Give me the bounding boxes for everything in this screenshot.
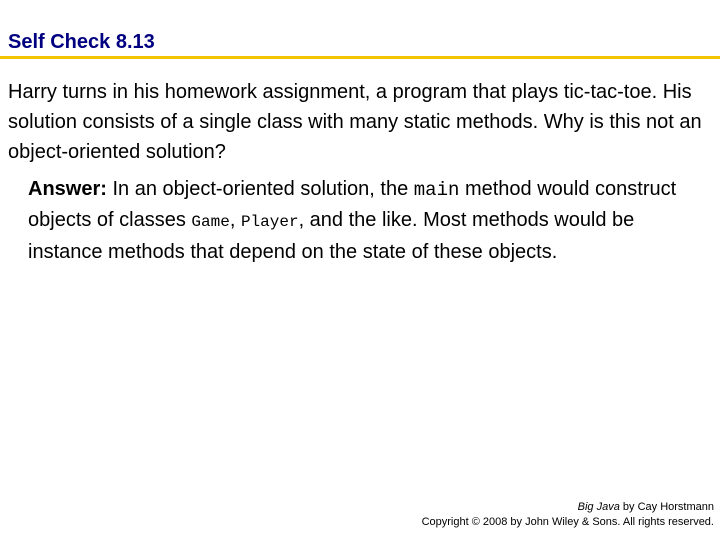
- footer: [314, 500, 714, 530]
- answer-label: Answer:: [28, 178, 107, 200]
- answer-text-part-1: In an object-oriented solution, the: [106, 178, 414, 200]
- code-main: main: [413, 179, 460, 201]
- code-game: Game: [191, 213, 230, 231]
- answer-text-part-3: , and the like. Most methods would be instance methods that depend on the state of these objects.: [28, 209, 635, 263]
- answer-block: [28, 174, 712, 267]
- slide-header: [0, 28, 720, 57]
- answer-text-part-2: method would construct objects of classes: [28, 178, 677, 231]
- answer-separator: ,: [229, 209, 241, 231]
- slide-title: Self Check 8.13: [8, 31, 155, 53]
- copyright-notice: Copyright © 2008 by John Wiley & Sons. All rights reserved.: [421, 516, 714, 528]
- title-underline: [0, 56, 720, 59]
- book-title: Big Java: [577, 501, 620, 513]
- question-text: Harry turns in his homework assignment, a program that plays tic-tac-toe. His solution consists of a single class with many static methods. Why is this not an object-oriented solution?: [8, 81, 702, 163]
- code-player: Player: [240, 213, 299, 231]
- footer-credit: [314, 500, 714, 515]
- author-credit: by Cay Horstmann: [619, 501, 714, 513]
